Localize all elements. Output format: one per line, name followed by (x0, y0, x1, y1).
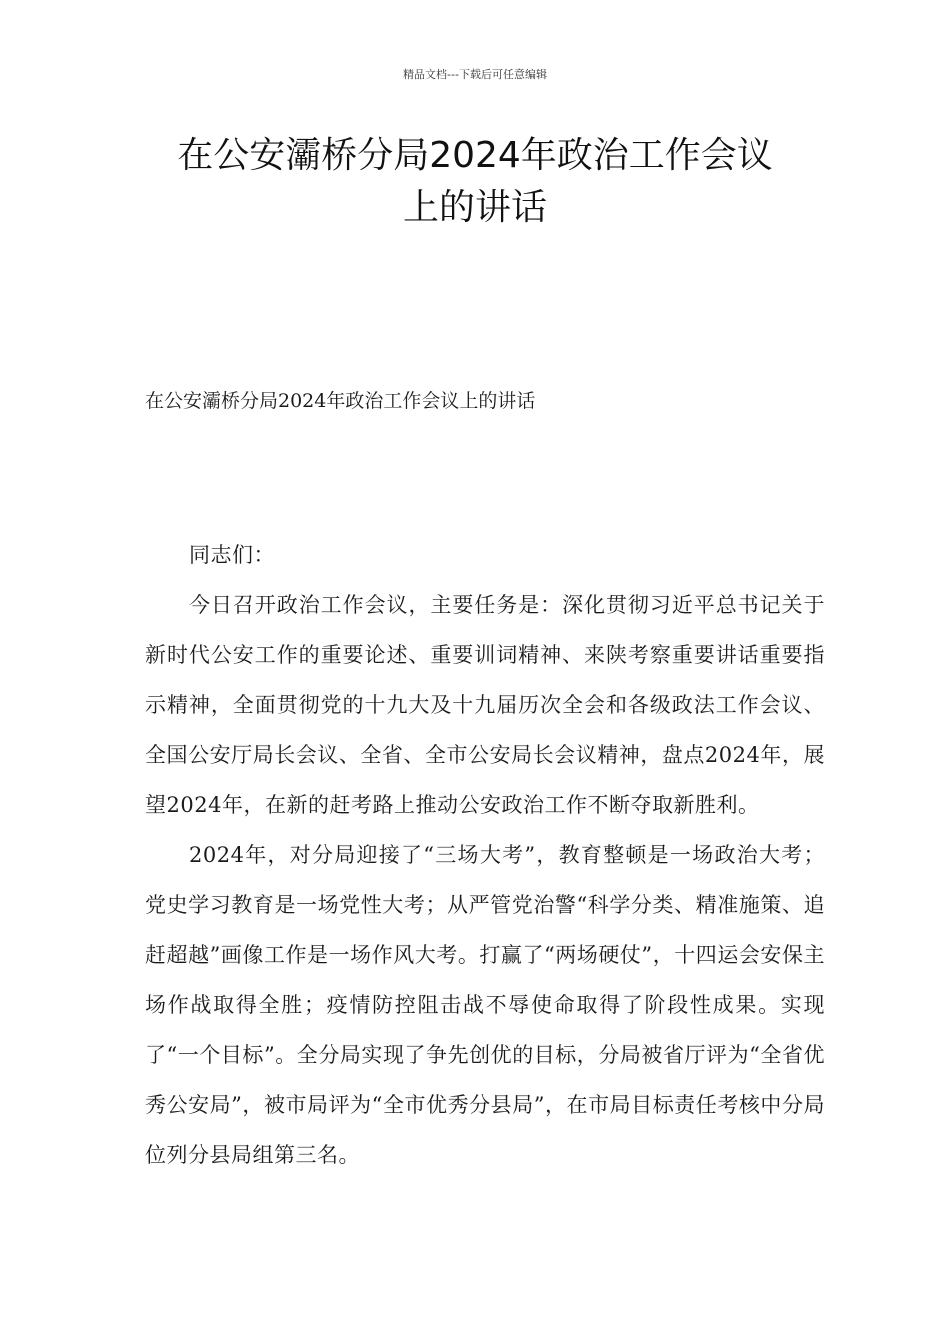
document-body (145, 530, 825, 1180)
document-title-line-1: 在公安灞桥分局2024年政治工作会议 (177, 135, 773, 176)
document-title (140, 130, 810, 234)
body-paragraph-1: 今日召开政治工作会议，主要任务是：深化贯彻习近平总书记关于新时代公安工作的重要论述、重要训词精神、来陕考察重要讲话重要指示精神，全面贯彻党的十九大及十九届历次全会和各级政法工作会议、全国公安厅局长会议、全省、全市公安局长会议精神，盘点2024年，展望2024年，在新的赶考路上推动公安政治工作不断夺取新胜利。 (145, 593, 825, 817)
document-title-line-2: 上的讲话 (402, 187, 547, 228)
header-note: 精品文档---下载后可任意编辑 (403, 68, 547, 81)
body-paragraph-2: 2024年，对分局迎接了“三场大考”，教育整顿是一场政治大考；党史学习教育是一场党性大考；从严管党治警“科学分类、精准施策、追赶超越”画像工作是一场作风大考。打赢了“两场硬仗”，十四运会安保主场作战取得全胜；疫情防控阻击战不辱使命取得了阶段性成果。实现了“一个目标”。全分局实现了争先创优的目标，分局被省厅评为“全省优秀公安局”，被市局评为“全市优秀分县局”，在市局目标责任考核中分局位列分县局组第三名。 (145, 843, 825, 1167)
document-subtitle: 在公安灞桥分局2024年政治工作会议上的讲话 (145, 390, 536, 412)
greeting-paragraph: 同志们： (189, 543, 275, 567)
